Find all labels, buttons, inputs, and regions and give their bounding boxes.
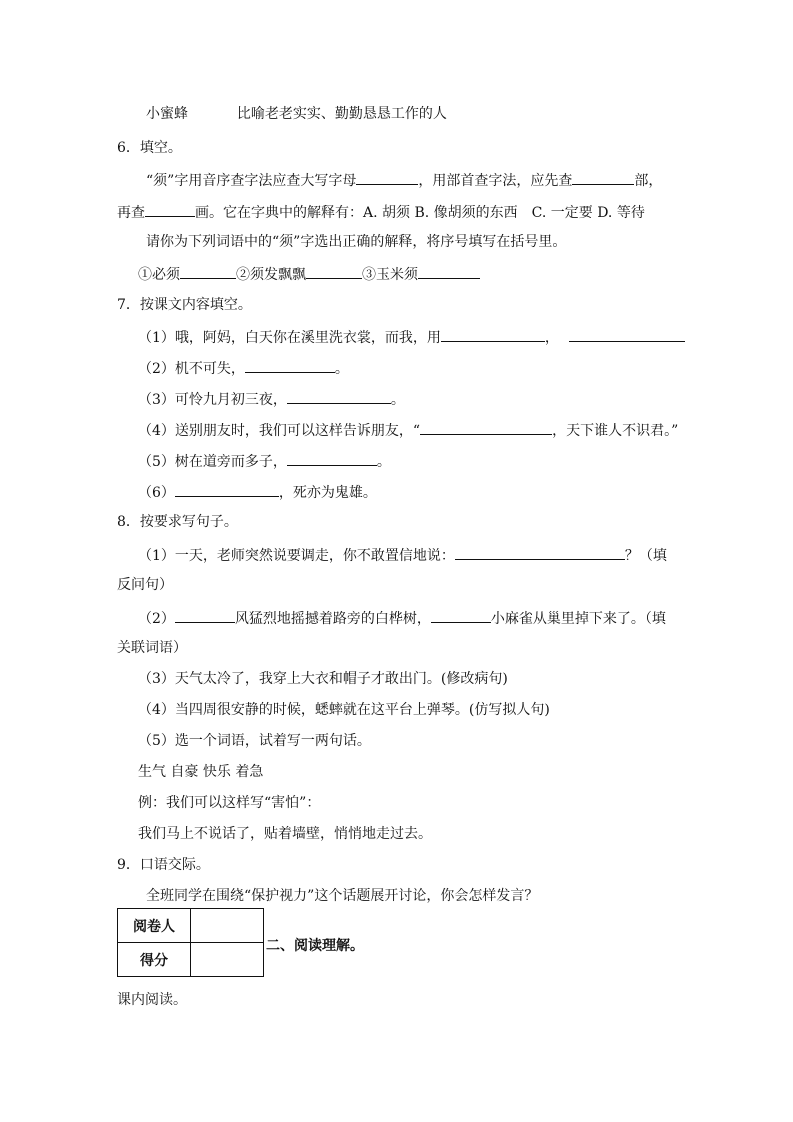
vocab-meaning: 比喻老老实实、勤勤恳恳工作的人 (236, 106, 447, 122)
vocab-line (146, 105, 447, 123)
q7-text: （3）可怜九月初三夜， (138, 392, 287, 408)
q7-text: 。 (390, 392, 405, 408)
q6-text: 部， (634, 173, 663, 189)
answer-blank[interactable] (145, 202, 195, 217)
q8-heading: 8．按要求写句子。 (117, 514, 238, 530)
q7-text: （1）哦，阿妈，白天你在溪里洗衣裳，而我，用 (138, 330, 441, 346)
q9-prompt: 全班同学在围绕“保护视力”这个话题展开讨论，你会怎样发言？ (146, 888, 539, 904)
q8-word-list: 生气 自豪 快乐 着急 (138, 764, 264, 780)
q6-line1 (146, 170, 662, 188)
section-title: 二、阅读理解。 (266, 938, 364, 954)
score-table (117, 908, 264, 977)
q6-item: ①必须 (138, 267, 180, 283)
q8-s2-cont: 关联词语） (117, 640, 187, 656)
q9-heading: 9．口语交际。 (117, 857, 210, 873)
q6-item: ③玉米须 (362, 267, 418, 283)
q7-s6 (138, 482, 377, 500)
q8-s3: （3）天气太冷了，我穿上大衣和帽子才敢出门。(修改病句) (138, 671, 508, 687)
answer-blank[interactable] (180, 264, 236, 279)
q7-text: （5）树在道旁而多子， (138, 454, 287, 470)
q6-text: “须”字用音序查字法应查大写字母 (146, 173, 357, 189)
q8-example-text: 我们马上不说话了，贴着墙壁，悄悄地走过去。 (138, 826, 432, 842)
answer-blank[interactable] (287, 451, 377, 466)
q6-text: ，用部首查字法，应先查 (418, 173, 573, 189)
answer-blank[interactable] (420, 420, 552, 435)
q6-text: 画。它在字典中的解释有：A. 胡须 B. 像胡须的东西 C. 一定要 D. 等待 (195, 205, 645, 221)
q6-item: ②须发飘飘 (236, 267, 306, 283)
section-subtitle: 课内阅读。 (117, 992, 187, 1008)
q8-text: （1）一天，老师突然说要调走，你不敢置信地说： (138, 548, 455, 564)
q7-text: （4）送别朋友时，我们可以这样告诉朋友，“ (138, 423, 421, 439)
q8-s4: （4）当四周很安静的时候，蟋蟀就在这平台上弹琴。(仿写拟人句) (138, 702, 550, 718)
q7-text: ，死亦为鬼雄。 (278, 485, 377, 501)
q7-text: 。 (334, 361, 349, 377)
q6-line3: 请你为下列词语中的“须”字选出正确的解释，将序号填写在括号里。 (146, 234, 567, 250)
q8-text: 风猛烈地摇撼着路旁的白桦树， (234, 611, 431, 627)
answer-blank[interactable] (175, 482, 279, 497)
q7-s1 (138, 327, 685, 345)
q7-s3 (138, 389, 405, 407)
q8-text: ？（填 (624, 548, 667, 564)
q7-text: 。 (376, 454, 391, 470)
q6-text: 再查 (117, 205, 145, 221)
q8-s5: （5）选一个词语，试着写一两句话。 (138, 733, 371, 749)
answer-blank[interactable] (175, 608, 235, 623)
answer-blank[interactable] (306, 264, 362, 279)
q8-text: 小麻雀从巢里掉下来了。（填 (490, 611, 666, 627)
score-cell[interactable] (191, 943, 264, 977)
answer-blank[interactable] (418, 264, 480, 279)
q8-example-label: 例：我们可以这样写“害怕”： (138, 795, 321, 811)
q6-items (138, 264, 480, 282)
answer-blank[interactable] (569, 327, 685, 342)
q7-s4 (138, 420, 678, 438)
q7-text: （2）机不可失， (138, 361, 245, 377)
reviewer-cell[interactable] (191, 909, 264, 943)
answer-blank[interactable] (356, 170, 418, 185)
answer-blank[interactable] (455, 545, 625, 560)
q8-s1-cont: 反问句） (117, 577, 173, 593)
answer-blank[interactable] (245, 358, 335, 373)
score-label: 得分 (118, 943, 191, 977)
answer-blank[interactable] (441, 327, 545, 342)
q7-heading: 7．按课文内容填空。 (117, 297, 252, 313)
vocab-word: 小蜜蜂 (146, 106, 188, 122)
reviewer-label: 阅卷人 (118, 909, 191, 943)
q7-s2 (138, 358, 349, 376)
q7-s5 (138, 451, 391, 469)
answer-blank[interactable] (431, 608, 491, 623)
q7-text: ， (544, 330, 559, 346)
q8-s2 (138, 608, 666, 626)
q7-text: （6） (138, 485, 175, 501)
q6-heading: 6．填空。 (117, 140, 182, 156)
answer-blank[interactable] (287, 389, 391, 404)
answer-blank[interactable] (572, 170, 634, 185)
q7-text: ，天下谁人不识君。” (552, 423, 679, 439)
q8-text: （2） (138, 611, 175, 627)
q6-line2 (117, 202, 645, 220)
q8-s1 (138, 545, 667, 563)
